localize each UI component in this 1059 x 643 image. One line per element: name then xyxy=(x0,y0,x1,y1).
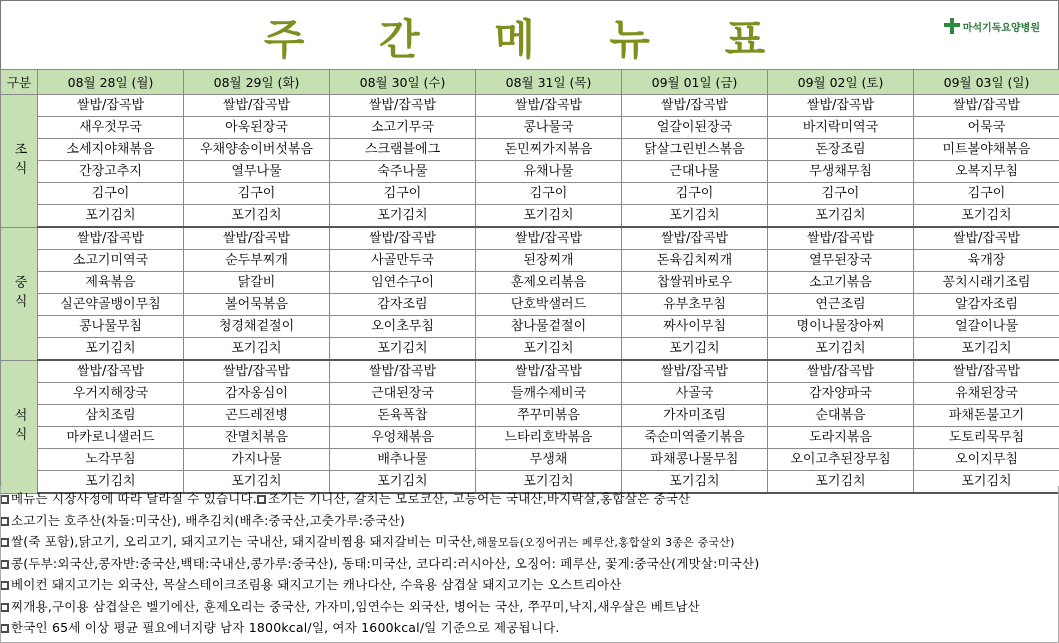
cross-icon xyxy=(944,18,960,34)
menu-cell: 명이나물장아찌 xyxy=(768,316,914,338)
note-text: 해물모듬(오징어귀는 페루산,홍합살외 3종은 중국산) xyxy=(476,536,735,549)
menu-cell: 가자미조림 xyxy=(622,405,768,427)
note-line xyxy=(0,510,1059,532)
menu-cell: 쌀밥/잡곡밥 xyxy=(914,227,1059,250)
menu-cell: 포기김치 xyxy=(476,205,622,228)
page-title: 주 간 메 뉴 표 xyxy=(263,15,796,64)
menu-cell: 쌀밥/잡곡밥 xyxy=(184,360,330,383)
menu-cell: 쌀밥/잡곡밥 xyxy=(622,227,768,250)
menu-cell: 포기김치 xyxy=(914,338,1059,361)
menu-cell: 콩나물무침 xyxy=(38,316,184,338)
menu-cell: 쌀밥/잡곡밥 xyxy=(914,95,1059,117)
menu-cell: 노각무침 xyxy=(38,449,184,471)
menu-cell: 짜사이무침 xyxy=(622,316,768,338)
notes-section xyxy=(0,488,1059,639)
note-text: 소고기는 호주산(차돌:미국산), 배추김치(배추:중국산,고춧가루:중국산) xyxy=(11,512,405,528)
menu-cell: 포기김치 xyxy=(914,205,1059,228)
menu-cell: 쌀밥/잡곡밥 xyxy=(330,360,476,383)
menu-cell: 쌀밥/잡곡밥 xyxy=(768,95,914,117)
table-row xyxy=(1,338,1059,361)
menu-cell: 김구이 xyxy=(768,183,914,205)
note-text: 메뉴는 시장사정에 따라 달라질 수 있습니다. xyxy=(11,491,257,506)
menu-cell: 감자양파국 xyxy=(768,383,914,405)
menu-cell: 사골국 xyxy=(622,383,768,405)
menu-cell: 쌀밥/잡곡밥 xyxy=(476,95,622,117)
note-text: 한국인 65세 이상 평균 필요에너지량 남자 1800kcal/일, 여자 1600kcal/일 기준으로 제공됩니다. xyxy=(11,620,560,635)
menu-cell: 감자옹심이 xyxy=(184,383,330,405)
menu-cell: 어묵국 xyxy=(914,117,1059,139)
note-line xyxy=(0,531,1059,553)
menu-cell: 포기김치 xyxy=(38,338,184,361)
menu-cell: 포기김치 xyxy=(38,205,184,228)
table-row xyxy=(1,427,1059,449)
table-row xyxy=(1,405,1059,427)
menu-cell: 닭갈비 xyxy=(184,272,330,294)
table-row xyxy=(1,227,1059,250)
table-row xyxy=(1,117,1059,139)
menu-cell: 콩나물국 xyxy=(476,117,622,139)
menu-cell: 연근조림 xyxy=(768,294,914,316)
menu-cell: 김구이 xyxy=(622,183,768,205)
meal-label: 석식 xyxy=(1,360,38,493)
menu-cell: 유채된장국 xyxy=(914,383,1059,405)
menu-cell: 쌀밥/잡곡밥 xyxy=(38,95,184,117)
table-row xyxy=(1,449,1059,471)
menu-cell: 숙주나물 xyxy=(330,161,476,183)
note-text: 찌개용,구이용 삼겹살은 벨기에산, 훈제오리는 중국산, 가자미,임연수는 외국산, 병어는 국산, 쭈꾸미,낙지,새우살은 베트남산 xyxy=(11,598,700,614)
menu-cell: 쌀밥/잡곡밥 xyxy=(768,360,914,383)
menu-cell: 근대된장국 xyxy=(330,383,476,405)
menu-cell: 훈제오리볶음 xyxy=(476,272,622,294)
menu-cell: 소고기볶음 xyxy=(768,272,914,294)
note-line xyxy=(0,617,1059,639)
bullet-icon xyxy=(0,560,9,569)
menu-cell: 사골만두국 xyxy=(330,250,476,272)
menu-cell: 포기김치 xyxy=(768,471,914,494)
menu-cell: 파채콩나물무침 xyxy=(622,449,768,471)
bullet-icon xyxy=(0,624,9,633)
menu-cell: 쌀밥/잡곡밥 xyxy=(476,360,622,383)
menu-cell: 곤드레전병 xyxy=(184,405,330,427)
menu-cell: 새우젓무국 xyxy=(38,117,184,139)
menu-cell: 포기김치 xyxy=(330,338,476,361)
menu-cell: 우거지해장국 xyxy=(38,383,184,405)
corner-header: 구분 xyxy=(1,70,38,95)
menu-cell: 김구이 xyxy=(914,183,1059,205)
day-header: 09월 03일 (일) xyxy=(914,70,1059,95)
menu-cell: 순대볶음 xyxy=(768,405,914,427)
menu-cell: 소고기무국 xyxy=(330,117,476,139)
table-row xyxy=(1,272,1059,294)
menu-cell: 볼어묵볶음 xyxy=(184,294,330,316)
menu-cell: 쌀밥/잡곡밥 xyxy=(330,227,476,250)
menu-cell: 아욱된장국 xyxy=(184,117,330,139)
menu-cell: 스크램블에그 xyxy=(330,139,476,161)
menu-cell: 가지나물 xyxy=(184,449,330,471)
menu-cell: 오복지무침 xyxy=(914,161,1059,183)
menu-cell: 포기김치 xyxy=(330,471,476,494)
menu-cell: 죽순미역줄기볶음 xyxy=(622,427,768,449)
menu-cell: 쌀밥/잡곡밥 xyxy=(476,227,622,250)
menu-cell: 포기김치 xyxy=(622,338,768,361)
note-line xyxy=(0,596,1059,618)
menu-cell: 임연수구이 xyxy=(330,272,476,294)
menu-cell: 육개장 xyxy=(914,250,1059,272)
day-header: 09월 01일 (금) xyxy=(622,70,768,95)
day-header: 08월 28일 (월) xyxy=(38,70,184,95)
table-row xyxy=(1,316,1059,338)
menu-cell: 쌀밥/잡곡밥 xyxy=(184,95,330,117)
menu-cell: 소고기미역국 xyxy=(38,250,184,272)
menu-cell: 쌀밥/잡곡밥 xyxy=(914,360,1059,383)
menu-cell: 실곤약골뱅이무침 xyxy=(38,294,184,316)
menu-cell: 김구이 xyxy=(330,183,476,205)
menu-cell: 쌀밥/잡곡밥 xyxy=(768,227,914,250)
meal-label: 조식 xyxy=(1,95,38,228)
hospital-logo xyxy=(944,18,1040,34)
menu-cell: 참나물겉절이 xyxy=(476,316,622,338)
title-banner xyxy=(0,0,1059,70)
menu-cell: 오이고추된장무침 xyxy=(768,449,914,471)
menu-cell: 포기김치 xyxy=(330,205,476,228)
table-row xyxy=(1,139,1059,161)
menu-cell: 우채양송이버섯볶음 xyxy=(184,139,330,161)
menu-cell: 포기김치 xyxy=(622,471,768,494)
menu-cell: 포기김치 xyxy=(476,471,622,494)
menu-cell: 포기김치 xyxy=(914,471,1059,494)
menu-cell: 배추나물 xyxy=(330,449,476,471)
menu-cell: 오이초무침 xyxy=(330,316,476,338)
header-row xyxy=(1,70,1059,95)
menu-cell: 단호박샐러드 xyxy=(476,294,622,316)
menu-cell: 청경채겉절이 xyxy=(184,316,330,338)
table-row xyxy=(1,183,1059,205)
table-row xyxy=(1,205,1059,228)
menu-cell: 알감자조림 xyxy=(914,294,1059,316)
menu-cell: 감자조림 xyxy=(330,294,476,316)
note-line xyxy=(0,553,1059,575)
menu-cell: 포기김치 xyxy=(476,338,622,361)
day-header: 08월 29일 (화) xyxy=(184,70,330,95)
menu-cell: 우엉채볶음 xyxy=(330,427,476,449)
table-row xyxy=(1,95,1059,117)
menu-cell: 들깨수제비국 xyxy=(476,383,622,405)
menu-cell: 포기김치 xyxy=(768,338,914,361)
bullet-icon xyxy=(0,495,9,504)
menu-cell: 김구이 xyxy=(38,183,184,205)
weekly-menu-table xyxy=(0,69,1059,494)
menu-cell: 쌀밥/잡곡밥 xyxy=(38,360,184,383)
bullet-icon xyxy=(0,581,9,590)
menu-cell: 꽁치시래기조림 xyxy=(914,272,1059,294)
menu-cell: 마카로니샐러드 xyxy=(38,427,184,449)
menu-cell: 도라지볶음 xyxy=(768,427,914,449)
menu-cell: 돈민찌가지볶음 xyxy=(476,139,622,161)
day-header: 08월 30일 (수) xyxy=(330,70,476,95)
note-text: 베이컨 돼지고기는 외국산, 목살스테이크조림용 돼지고기는 캐나다산, 수육용 삼겹살 돼지고기는 오스트리아산 xyxy=(11,577,622,592)
menu-cell: 포기김치 xyxy=(184,205,330,228)
note-text: 조기는 기니산, 갈치는 모로코산, 고등어는 국내산,바지락살,홍합살은 중국산 xyxy=(268,491,691,506)
menu-cell: 찹쌀꿔바로우 xyxy=(622,272,768,294)
menu-cell: 오이지무침 xyxy=(914,449,1059,471)
menu-cell: 도토리묵무침 xyxy=(914,427,1059,449)
menu-cell: 김구이 xyxy=(476,183,622,205)
menu-cell: 제육볶음 xyxy=(38,272,184,294)
menu-cell: 쌀밥/잡곡밥 xyxy=(330,95,476,117)
table-row xyxy=(1,383,1059,405)
menu-cell: 소세지야채볶음 xyxy=(38,139,184,161)
menu-cell: 간장고추지 xyxy=(38,161,184,183)
day-header: 08월 31일 (목) xyxy=(476,70,622,95)
menu-cell: 돈육김치찌개 xyxy=(622,250,768,272)
menu-cell: 삼치조림 xyxy=(38,405,184,427)
bullet-icon xyxy=(257,495,266,504)
table-row xyxy=(1,161,1059,183)
menu-cell: 쌀밥/잡곡밥 xyxy=(38,227,184,250)
menu-cell: 쌀밥/잡곡밥 xyxy=(184,227,330,250)
menu-cell: 잔멸치볶음 xyxy=(184,427,330,449)
table-row xyxy=(1,294,1059,316)
note-line xyxy=(0,574,1059,596)
menu-cell: 김구이 xyxy=(184,183,330,205)
menu-cell: 돈육폭찹 xyxy=(330,405,476,427)
note-line xyxy=(0,488,1059,510)
menu-cell: 포기김치 xyxy=(184,471,330,494)
menu-cell: 닭살그린빈스볶음 xyxy=(622,139,768,161)
menu-cell: 근대나물 xyxy=(622,161,768,183)
menu-cell: 쌀밥/잡곡밥 xyxy=(622,360,768,383)
note-text: 콩(두부:외국산,콩자반:중국산,백태:국내산,콩가루:중국산), 동태:미국산, 코다리:러시아산, 오징어: 페루산, 꽃게:중국산(게맛살:미국산) xyxy=(11,555,760,571)
menu-cell: 된장찌개 xyxy=(476,250,622,272)
meal-label: 중식 xyxy=(1,227,38,360)
menu-cell: 얼갈이된장국 xyxy=(622,117,768,139)
menu-cell: 미트볼야채볶음 xyxy=(914,139,1059,161)
menu-cell: 포기김치 xyxy=(38,471,184,494)
menu-cell: 느타리호박볶음 xyxy=(476,427,622,449)
bullet-icon xyxy=(0,517,9,526)
table-row xyxy=(1,360,1059,383)
menu-cell: 유채나물 xyxy=(476,161,622,183)
note-text: 쌀(죽 포함),닭고기, 오리고기, 돼지고기는 국내산, 돼지갈비찜용 돼지갈비는 미국산, xyxy=(11,534,477,549)
menu-cell: 포기김치 xyxy=(184,338,330,361)
menu-cell: 돈장조림 xyxy=(768,139,914,161)
menu-cell: 순두부찌개 xyxy=(184,250,330,272)
menu-cell: 열무된장국 xyxy=(768,250,914,272)
menu-cell: 바지락미역국 xyxy=(768,117,914,139)
menu-cell: 유부초무침 xyxy=(622,294,768,316)
menu-cell: 열무나물 xyxy=(184,161,330,183)
menu-cell: 얼갈이나물 xyxy=(914,316,1059,338)
bullet-icon xyxy=(0,538,9,547)
menu-cell: 포기김치 xyxy=(622,205,768,228)
table-row xyxy=(1,250,1059,272)
menu-cell: 무생채무침 xyxy=(768,161,914,183)
menu-cell: 파채돈불고기 xyxy=(914,405,1059,427)
menu-cell: 포기김치 xyxy=(768,205,914,228)
bullet-icon xyxy=(0,603,9,612)
hospital-name: 마석기독요양병원 xyxy=(962,22,1040,34)
menu-cell: 쭈꾸미볶음 xyxy=(476,405,622,427)
day-header: 09월 02일 (토) xyxy=(768,70,914,95)
menu-cell: 무생채 xyxy=(476,449,622,471)
menu-cell: 쌀밥/잡곡밥 xyxy=(622,95,768,117)
